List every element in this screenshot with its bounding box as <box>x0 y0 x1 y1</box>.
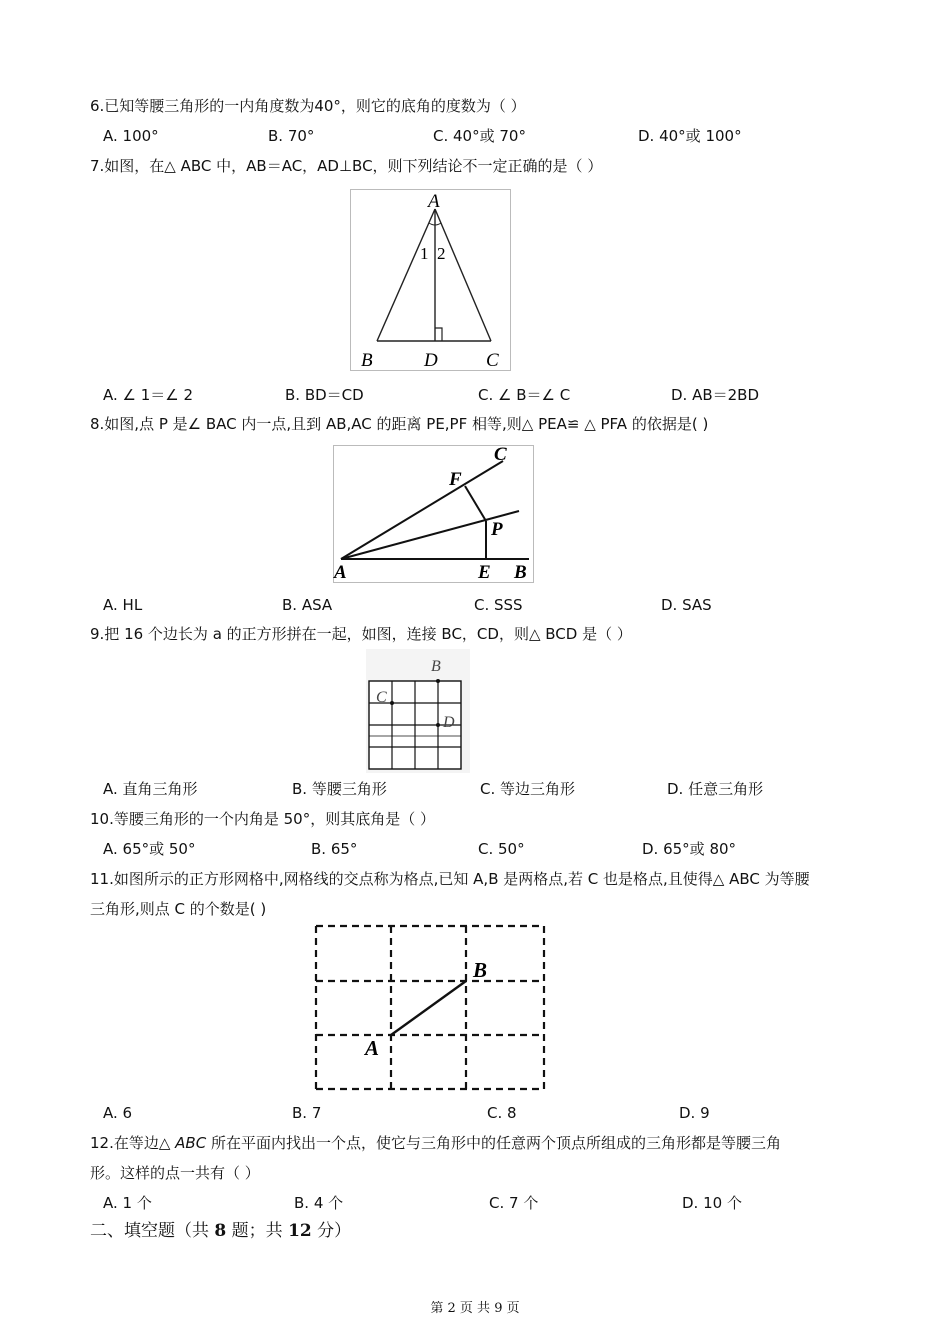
question-11-figure <box>310 921 550 1097</box>
section-two-count: 8 <box>214 1221 227 1241</box>
page-footer: 第 2 页 共 9 页 <box>430 1301 520 1316</box>
q8-label-f: F <box>449 469 462 490</box>
q7-label-a: A <box>428 191 440 212</box>
q8-label-e: E <box>478 562 491 583</box>
section-two-heading <box>90 1220 351 1242</box>
question-7-option-d: D. AB＝2BD <box>671 386 760 404</box>
q12-stem-prefix: 12.在等边△ <box>90 1134 176 1152</box>
q9-label-b: B <box>431 658 441 675</box>
question-9-option-c: C. 等边三角形 <box>480 780 576 798</box>
question-8-option-c: C. SSS <box>474 596 523 614</box>
question-10-option-b: B. 65° <box>311 840 358 858</box>
q7-label-2: 2 <box>437 244 446 263</box>
q12-stem-italic: ABC <box>175 1134 207 1152</box>
question-10-option-a: A. 65°或 50° <box>103 840 196 858</box>
question-11-option-b: B. 7 <box>292 1104 322 1122</box>
question-12-option-c: C. 7 个 <box>489 1194 539 1212</box>
question-6-option-b: B. 70° <box>268 127 315 145</box>
question-9-stem: 9.把 16 个边长为 a 的正方形拼在一起，如图，连接 BC，CD，则△ BCD 是（ ） <box>90 625 632 643</box>
question-11-option-c: C. 8 <box>487 1104 517 1122</box>
question-7-option-b: B. BD＝CD <box>285 386 364 404</box>
q11-label-a: A <box>365 1036 380 1060</box>
section-two-title-c: 分） <box>311 1221 352 1241</box>
question-10-stem: 10.等腰三角形的一个内角是 50°，则其底角是（ ） <box>90 810 435 828</box>
q8-label-p: P <box>491 519 503 540</box>
question-8-stem: 8.如图,点 P 是∠ BAC 内一点,且到 AB,AC 的距离 PE,PF 相等,则△ PEA≌ △ PFA 的依据是( ) <box>90 415 709 433</box>
q8-label-b: B <box>514 562 527 583</box>
question-6-stem: 6.已知等腰三角形的一内角度数为40°，则它的底角的度数为（ ） <box>90 97 526 115</box>
question-12-option-b: B. 4 个 <box>294 1194 344 1212</box>
question-10-option-d: D. 65°或 80° <box>642 840 737 858</box>
question-7-option-a: A. ∠ 1＝∠ 2 <box>103 386 194 404</box>
question-9-option-b: B. 等腰三角形 <box>292 780 387 798</box>
q7-label-d: D <box>424 350 438 371</box>
question-6-option-c: C. 40°或 70° <box>433 127 526 145</box>
question-11-stem-line1: 11.如图所示的正方形网格中,网格线的交点称为格点,已知 A,B 是两格点,若 C 也是格点,且使得△ ABC 为等腰 <box>90 870 810 888</box>
question-9-option-a: A. 直角三角形 <box>103 780 198 798</box>
question-8-option-d: D. SAS <box>661 596 712 614</box>
question-7-option-c: C. ∠ B＝∠ C <box>478 386 571 404</box>
question-8-figure <box>333 445 534 583</box>
q8-label-a: A <box>334 562 347 583</box>
q7-label-b: B <box>361 350 373 371</box>
section-two-title-b: 题；共 <box>226 1221 289 1241</box>
question-9-option-d: D. 任意三角形 <box>667 780 764 798</box>
question-11-option-d: D. 9 <box>679 1104 710 1122</box>
q9-label-c: C <box>376 689 387 706</box>
question-12-option-d: D. 10 个 <box>682 1194 742 1212</box>
q12-stem-suffix: 所在平面内找出一个点，使它与三角形中的任意两个顶点所组成的三角形都是等腰三角 <box>206 1134 781 1152</box>
section-two-title-a: 二、填空题（共 <box>90 1221 215 1241</box>
question-8-option-b: B. ASA <box>282 596 333 614</box>
question-11-option-a: A. 6 <box>103 1104 133 1122</box>
question-6-option-d: D. 40°或 100° <box>638 127 742 145</box>
question-9-figure <box>366 649 470 773</box>
q9-label-d: D <box>443 714 455 731</box>
question-8-option-a: A. HL <box>103 596 143 614</box>
q7-label-c: C <box>486 350 499 371</box>
q8-label-c: C <box>494 445 507 465</box>
question-7-stem: 7.如图，在△ ABC 中，AB＝AC，AD⊥BC，则下列结论不一定正确的是（ ） <box>90 157 603 175</box>
q7-label-1: 1 <box>420 244 429 263</box>
question-11-stem-line2: 三角形,则点 C 的个数是( ) <box>90 900 267 918</box>
question-6-option-a: A. 100° <box>103 127 159 145</box>
question-12-option-a: A. 1 个 <box>103 1194 152 1212</box>
section-two-score: 12 <box>288 1221 312 1241</box>
question-12-stem-line2: 形。这样的点一共有（ ） <box>90 1164 260 1182</box>
q11-label-b: B <box>473 958 488 982</box>
question-12-stem-line1 <box>90 1133 781 1153</box>
question-10-option-c: C. 50° <box>478 840 525 858</box>
question-7-figure <box>350 189 511 371</box>
